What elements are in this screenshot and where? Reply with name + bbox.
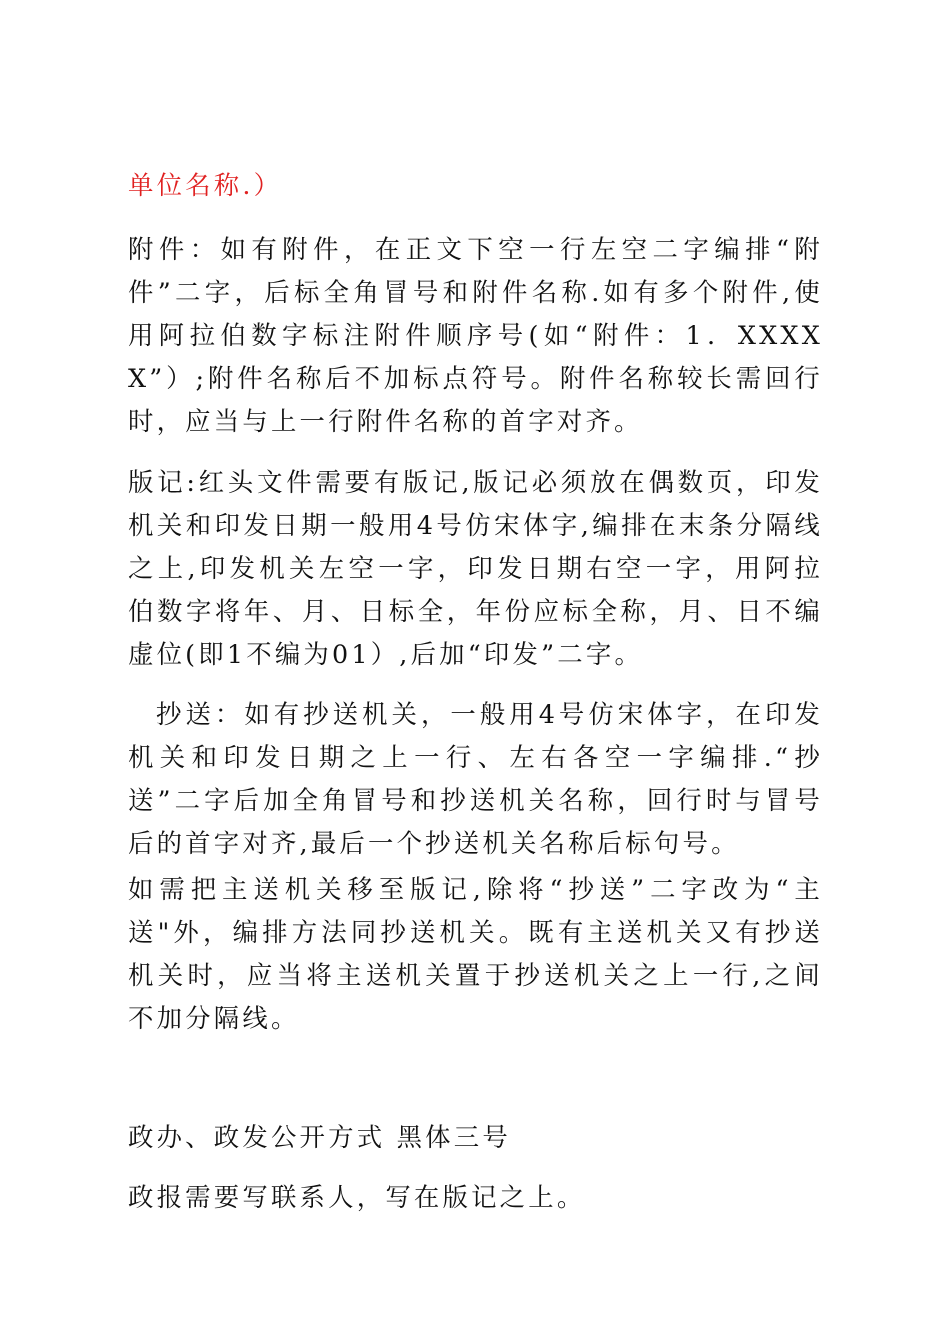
main-send-paragraph: 如需把主送机关移至版记,除将“抄送”二字改为“主送"外，编排方法同抄送机关。既有主送机关又有抄送机关时，应当将主送机关置于抄送机关之上一行,之间不加分隔线。 bbox=[128, 874, 823, 1033]
record-paragraph: 版记:红头文件需要有版记,版记必须放在偶数页，印发机关和印发日期一般用4号仿宋体字,编排在末条分隔线之上,印发机关左空一字，印发日期右空一字，用阿拉伯数字将年、月、日标全，年份应标全称，月、日不编虚位(即1不编为01）,后加“印发”二字。 bbox=[128, 467, 823, 669]
attachment-paragraph: 附件：如有附件，在正文下空一行左空二字编排“附件”二字，后标全角冒号和附件名称.如有多个附件,使用阿拉伯数字标注附件顺序号(如“附件：1．XXXXX”）;附件名称后不加标点符号。附件名称较长需回行时，应当与上一行附件名称的首字对齐。 bbox=[128, 234, 823, 436]
contact-line: 政报需要写联系人，写在版记之上。 bbox=[128, 1182, 586, 1212]
cc-paragraph: 抄送：如有抄送机关，一般用4号仿宋体字，在印发机关和印发日期之上一行、左右各空一字编排.“抄送”二字后加全角冒号和抄送机关名称，回行时与冒号后的首字对齐,最后一个抄送机关名称后标句号。 bbox=[128, 699, 823, 858]
red-unit-name-line: 单位名称.） bbox=[128, 170, 283, 200]
disclosure-line: 政办、政发公开方式 黑体三号 bbox=[128, 1122, 511, 1152]
